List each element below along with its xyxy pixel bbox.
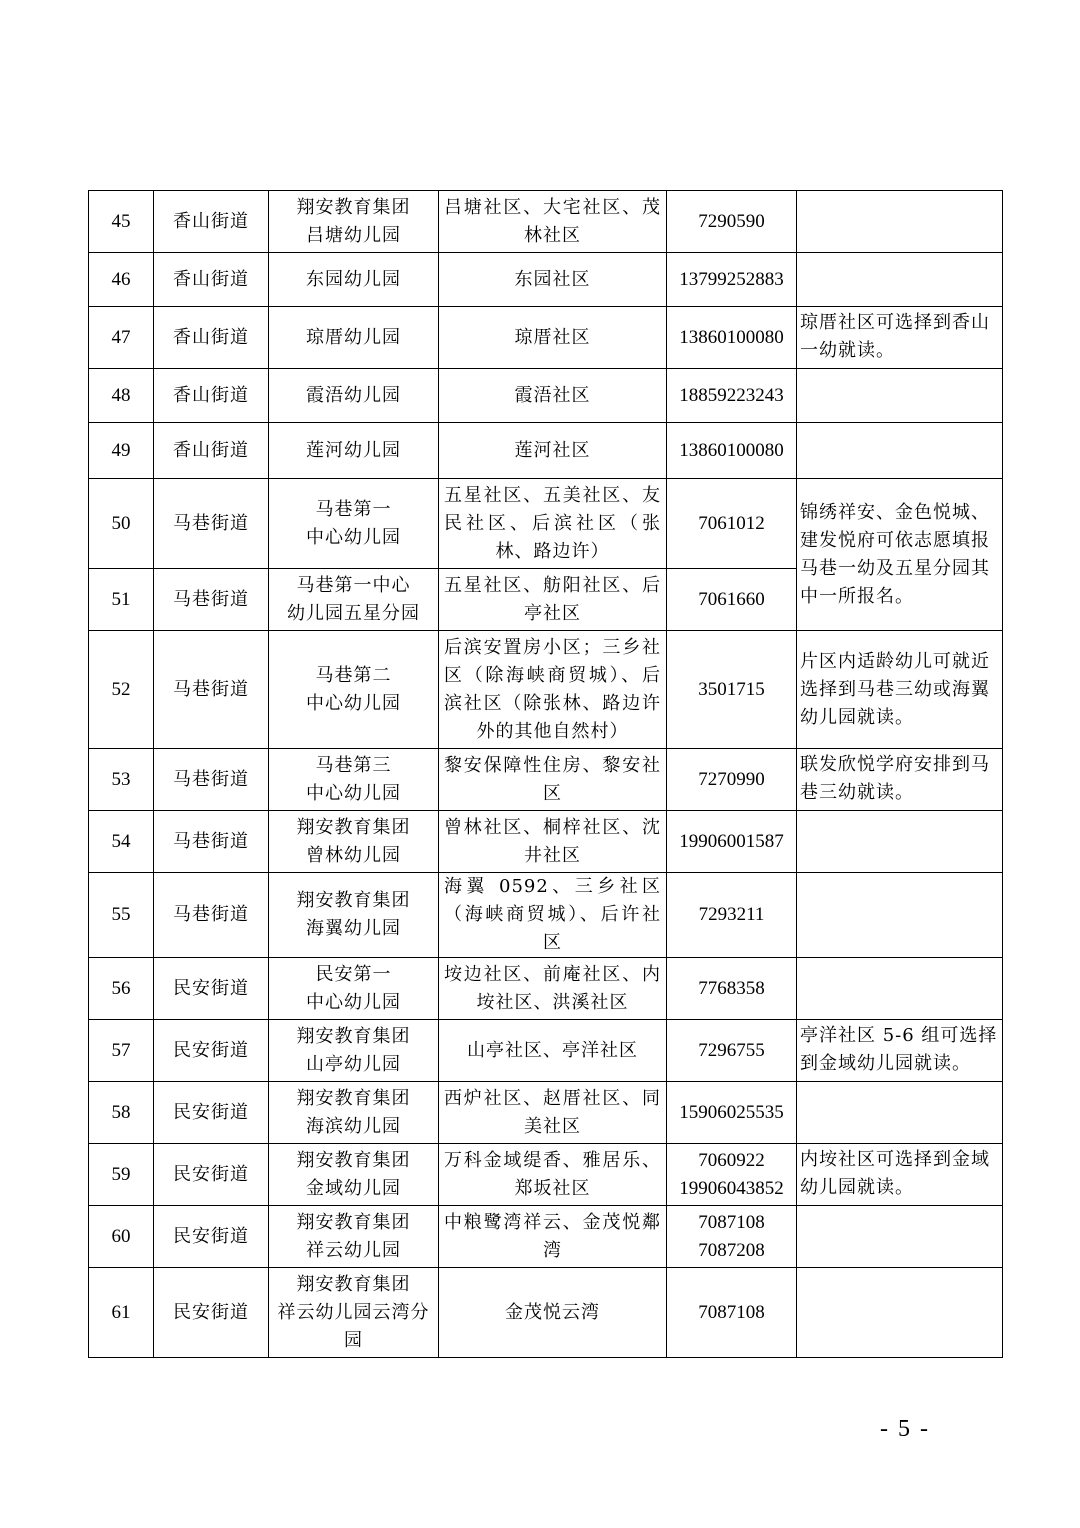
table-row — [89, 749, 1003, 811]
street-name: 马巷街道 — [154, 749, 269, 811]
table-row — [89, 369, 1003, 423]
street-name: 香山街道 — [154, 191, 269, 253]
remarks — [797, 191, 1003, 253]
row-number: 48 — [89, 369, 154, 423]
page-number: - 5 - — [880, 1416, 930, 1442]
kindergarten-name-line: 翔安教育集团 — [296, 816, 411, 838]
contact-phone — [667, 423, 797, 479]
remarks: 联发欣悦学府安排到马巷三幼就读。 — [797, 749, 1003, 811]
service-area: 山亭社区、亭洋社区 — [439, 1020, 667, 1082]
phone-number: 7087108 — [698, 1301, 765, 1323]
phone-number: 7270990 — [698, 768, 765, 790]
service-area: 黎安保障性住房、黎安社区 — [439, 749, 667, 811]
phone-number: 19906001587 — [679, 830, 784, 852]
street-name: 民安街道 — [154, 1268, 269, 1358]
row-number: 54 — [89, 811, 154, 873]
row-number: 46 — [89, 253, 154, 307]
kindergarten-name-line: 马巷第一 — [315, 498, 392, 520]
contact-phone — [667, 811, 797, 873]
table-row — [89, 1206, 1003, 1268]
street-name: 香山街道 — [154, 423, 269, 479]
kindergarten-name-line: 翔安教育集团 — [296, 1273, 411, 1295]
street-name: 香山街道 — [154, 307, 269, 369]
row-number: 53 — [89, 749, 154, 811]
kindergarten-name-line: 翔安教育集团 — [296, 1025, 411, 1047]
contact-phone — [667, 307, 797, 369]
kindergarten-name-line: 霞浯幼儿园 — [306, 384, 401, 406]
phone-number: 7061660 — [698, 588, 765, 610]
phone-number: 3501715 — [698, 678, 765, 700]
contact-phone — [667, 1206, 797, 1268]
phone-number: 7290590 — [698, 210, 765, 232]
service-area: 莲河社区 — [439, 423, 667, 479]
kindergarten-name — [269, 1020, 439, 1082]
contact-phone — [667, 873, 797, 958]
service-area: 曾林社区、桐梓社区、沈井社区 — [439, 811, 667, 873]
kindergarten-name-line: 马巷第一中心 — [296, 574, 411, 596]
kindergarten-name-line: 翔安教育集团 — [296, 890, 411, 911]
kindergarten-name — [269, 479, 439, 569]
contact-phone — [667, 631, 797, 749]
remarks — [797, 1206, 1003, 1268]
phone-number: 13860100080 — [679, 439, 784, 461]
kindergarten-name-line: 祥云幼儿园 — [306, 1239, 401, 1261]
service-area: 后滨安置房小区；三乡社区（除海峡商贸城）、后滨社区（除张林、路边许外的其他自然村） — [439, 631, 667, 749]
phone-number: 19906043852 — [679, 1177, 784, 1199]
table-row — [89, 1082, 1003, 1144]
service-area: 中粮鹭湾祥云、金茂悦鄰湾 — [439, 1206, 667, 1268]
kindergarten-name — [269, 423, 439, 479]
kindergarten-name-line: 园 — [344, 1329, 363, 1351]
street-name: 民安街道 — [154, 1082, 269, 1144]
kindergarten-name-line: 莲河幼儿园 — [306, 439, 401, 461]
row-number: 52 — [89, 631, 154, 749]
service-area: 琼厝社区 — [439, 307, 667, 369]
kindergarten-name-line: 翔安教育集团 — [296, 1211, 411, 1233]
row-number: 57 — [89, 1020, 154, 1082]
kindergarten-name — [269, 811, 439, 873]
contact-phone — [667, 569, 797, 631]
remarks — [797, 1268, 1003, 1358]
contact-phone — [667, 479, 797, 569]
street-name: 马巷街道 — [154, 631, 269, 749]
kindergarten-name-line: 翔安教育集团 — [296, 1149, 411, 1171]
contact-phone — [667, 1020, 797, 1082]
contact-phone — [667, 191, 797, 253]
service-area: 西炉社区、赵厝社区、同美社区 — [439, 1082, 667, 1144]
kindergarten-name-line: 民安第一 — [315, 963, 392, 985]
contact-phone — [667, 1268, 797, 1358]
row-number: 50 — [89, 479, 154, 569]
kindergarten-name-line: 东园幼儿园 — [306, 268, 401, 290]
kindergarten-name — [269, 873, 439, 958]
service-area: 吕塘社区、大宅社区、茂林社区 — [439, 191, 667, 253]
service-area: 垵边社区、前庵社区、内垵社区、洪溪社区 — [439, 958, 667, 1020]
row-number: 47 — [89, 307, 154, 369]
kindergarten-table — [88, 190, 1003, 1358]
contact-phone — [667, 369, 797, 423]
kindergarten-name — [269, 191, 439, 253]
kindergarten-name — [269, 253, 439, 307]
remarks — [797, 958, 1003, 1020]
kindergarten-name — [269, 1082, 439, 1144]
table-row — [89, 631, 1003, 749]
row-number: 56 — [89, 958, 154, 1020]
contact-phone — [667, 1082, 797, 1144]
remarks: 琼厝社区可选择到香山一幼就读。 — [797, 307, 1003, 369]
kindergarten-name-line: 海滨幼儿园 — [306, 1115, 401, 1137]
table-row — [89, 958, 1003, 1020]
row-number: 60 — [89, 1206, 154, 1268]
service-area: 霞浯社区 — [439, 369, 667, 423]
contact-phone — [667, 749, 797, 811]
street-name: 马巷街道 — [154, 479, 269, 569]
remarks: 片区内适龄幼儿可就近选择到马巷三幼或海翼幼儿园就读。 — [797, 631, 1003, 749]
remarks — [797, 811, 1003, 873]
kindergarten-name-line: 幼儿园五星分园 — [287, 602, 420, 624]
row-number: 55 — [89, 873, 154, 958]
remarks — [797, 873, 1003, 958]
kindergarten-name — [269, 569, 439, 631]
remarks: 内垵社区可选择到金域幼儿园就读。 — [797, 1144, 1003, 1206]
kindergarten-name-line: 马巷第二 — [315, 664, 392, 686]
remarks: 亭洋社区 5-6 组可选择到金域幼儿园就读。 — [797, 1020, 1003, 1082]
contact-phone — [667, 958, 797, 1020]
kindergarten-name — [269, 1144, 439, 1206]
kindergarten-name-line: 翔安教育集团 — [296, 1087, 411, 1109]
phone-number: 7293211 — [698, 904, 765, 925]
contact-phone — [667, 253, 797, 307]
phone-number: 7060922 — [698, 1149, 765, 1171]
kindergarten-name-line: 马巷第三 — [315, 754, 392, 776]
row-number: 58 — [89, 1082, 154, 1144]
kindergarten-name-line: 中心幼儿园 — [306, 692, 401, 714]
service-area: 金茂悦云湾 — [439, 1268, 667, 1358]
phone-number: 13799252883 — [679, 268, 784, 290]
remarks: 锦绣祥安、金色悦城、建发悦府可依志愿填报马巷一幼及五星分园其中一所报名。 — [797, 479, 1003, 631]
table-row — [89, 1020, 1003, 1082]
phone-number: 15906025535 — [679, 1101, 784, 1123]
service-area: 五星社区、五美社区、友民社区、后滨社区（张林、路边许） — [439, 479, 667, 569]
kindergarten-name-line: 琼厝幼儿园 — [306, 326, 401, 348]
kindergarten-name-line: 中心幼儿园 — [306, 782, 401, 804]
kindergarten-name — [269, 307, 439, 369]
table-row — [89, 253, 1003, 307]
kindergarten-name — [269, 1268, 439, 1358]
kindergarten-name — [269, 958, 439, 1020]
phone-number: 13860100080 — [679, 326, 784, 348]
street-name: 香山街道 — [154, 253, 269, 307]
phone-number: 18859223243 — [679, 384, 784, 406]
street-name: 香山街道 — [154, 369, 269, 423]
street-name: 民安街道 — [154, 1144, 269, 1206]
kindergarten-name-line: 翔安教育集团 — [296, 196, 411, 218]
contact-phone — [667, 1144, 797, 1206]
kindergarten-name-line: 祥云幼儿园云湾分 — [277, 1301, 430, 1323]
service-area: 五星社区、舫阳社区、后亭社区 — [439, 569, 667, 631]
row-number: 49 — [89, 423, 154, 479]
kindergarten-name — [269, 1206, 439, 1268]
kindergarten-name-line: 吕塘幼儿园 — [306, 224, 401, 246]
phone-number: 7296755 — [698, 1039, 765, 1061]
service-area: 海翼 0592、三乡社区（海峡商贸城）、后许社区 — [439, 873, 667, 958]
table-row — [89, 307, 1003, 369]
kindergarten-name-line: 海翼幼儿园 — [306, 918, 401, 939]
kindergarten-name-line: 曾林幼儿园 — [306, 844, 401, 866]
remarks — [797, 1082, 1003, 1144]
kindergarten-name-line: 山亭幼儿园 — [306, 1053, 401, 1075]
kindergarten-name-line: 中心幼儿园 — [306, 991, 401, 1013]
row-number: 59 — [89, 1144, 154, 1206]
table-row — [89, 1144, 1003, 1206]
remarks — [797, 423, 1003, 479]
kindergarten-name — [269, 749, 439, 811]
row-number: 45 — [89, 191, 154, 253]
street-name: 马巷街道 — [154, 569, 269, 631]
table-row — [89, 191, 1003, 253]
kindergarten-name — [269, 631, 439, 749]
phone-number: 7087208 — [698, 1239, 765, 1261]
table-row — [89, 479, 1003, 569]
table-row — [89, 873, 1003, 958]
row-number: 61 — [89, 1268, 154, 1358]
street-name: 马巷街道 — [154, 873, 269, 958]
phone-number: 7087108 — [698, 1211, 765, 1233]
street-name: 民安街道 — [154, 1020, 269, 1082]
service-area: 东园社区 — [439, 253, 667, 307]
row-number: 51 — [89, 569, 154, 631]
street-name: 马巷街道 — [154, 811, 269, 873]
phone-number: 7061012 — [698, 512, 765, 534]
street-name: 民安街道 — [154, 1206, 269, 1268]
remarks — [797, 369, 1003, 423]
phone-number: 7768358 — [698, 977, 765, 999]
table-row — [89, 1268, 1003, 1358]
kindergarten-name-line: 金域幼儿园 — [306, 1177, 401, 1199]
service-area: 万科金域缇香、雅居乐、郑坂社区 — [439, 1144, 667, 1206]
kindergarten-name-line: 中心幼儿园 — [306, 526, 401, 548]
kindergarten-name — [269, 369, 439, 423]
table-row — [89, 423, 1003, 479]
street-name: 民安街道 — [154, 958, 269, 1020]
table-row — [89, 811, 1003, 873]
remarks — [797, 253, 1003, 307]
